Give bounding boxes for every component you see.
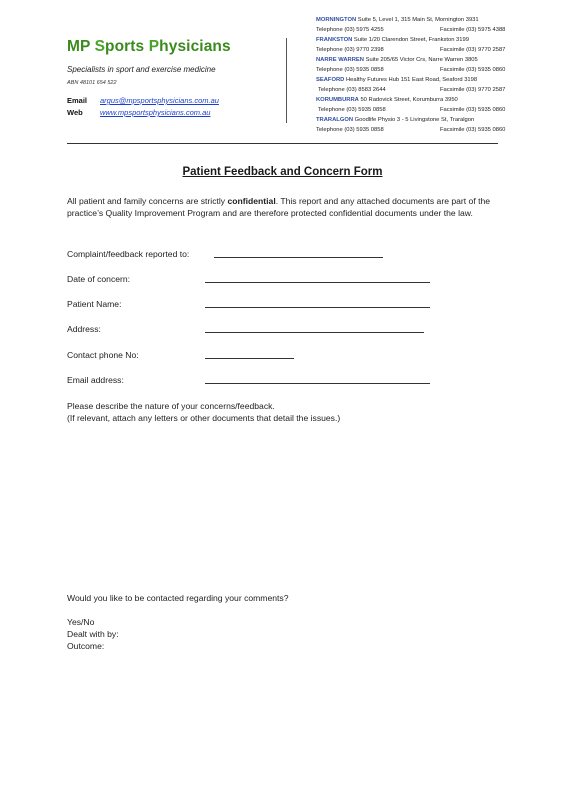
location-facsimile: Facsimile (03) 5975 4388 xyxy=(440,27,506,33)
brand-initial-s: S xyxy=(94,38,106,55)
web-link[interactable]: www.mpsportsphysicians.com.au xyxy=(100,108,211,117)
tagline: Specialists in sport and exercise medicine xyxy=(67,65,216,74)
location-name: NARRE WARREN Suite 205/65 Victor Crs, Narre Warren 3805 xyxy=(316,57,478,63)
contact-question: Would you like to be contacted regarding your comments? xyxy=(67,593,289,603)
address-field[interactable] xyxy=(205,332,424,333)
location-name: FRANKSTON Suite 1/20 Clarendon Street, Frankston 3199 xyxy=(316,37,469,43)
brand-word-1: MP xyxy=(67,38,95,55)
abn-number: ABN 48101 654 522 xyxy=(67,80,117,86)
patient-name-field[interactable] xyxy=(205,307,430,308)
yes-no-option[interactable]: Yes/No xyxy=(67,617,95,627)
email-row xyxy=(67,96,219,105)
location-facsimile: Facsimile (03) 9770 2587 xyxy=(440,47,506,53)
form-title: Patient Feedback and Concern Form xyxy=(182,166,383,178)
location-telephone: Telephone (03) 5975 4255 xyxy=(316,27,384,33)
dealt-with-label: Dealt with by: xyxy=(67,629,119,640)
email-address-label: Email address: xyxy=(67,375,124,385)
location-facsimile: Facsimile (03) 9770 2587 xyxy=(440,87,506,93)
phone-field[interactable] xyxy=(205,358,294,359)
confidentiality-notice: All patient and family concerns are strictly confidential. This report and any attached documents are part of the practice’s Quality Improvement Program and are therefore protected confidential documents under the law. xyxy=(67,196,491,219)
date-label: Date of concern: xyxy=(67,274,131,284)
location-telephone: Telephone (03) 8583 2644 xyxy=(318,87,386,93)
followup-section xyxy=(67,616,119,653)
location-telephone: Telephone (03) 5935 0858 xyxy=(316,127,384,133)
address-label: Address: xyxy=(67,324,101,334)
web-label: Web xyxy=(67,108,83,117)
location-name: TRARALGON Goodlife Physio 3 - 5 Livingstone St, Traralgon xyxy=(316,117,475,123)
location-facsimile: Facsimile (03) 5935 0860 xyxy=(440,107,506,113)
phone-label: Contact phone No: xyxy=(67,350,139,360)
confidential-emphasis: confidential xyxy=(227,196,276,206)
date-field[interactable] xyxy=(205,282,430,283)
location-facsimile: Facsimile (03) 5935 0860 xyxy=(440,67,506,73)
location-telephone: Telephone (03) 5935 0858 xyxy=(318,107,386,113)
web-row xyxy=(67,108,210,117)
outcome-label: Outcome: xyxy=(67,641,105,652)
brand-logo xyxy=(67,38,231,56)
location-telephone: Telephone (03) 5935 0858 xyxy=(316,67,384,73)
brand-initial-p: P xyxy=(148,38,160,55)
location-telephone: Telephone (03) 9770 2398 xyxy=(316,47,384,53)
header-rule xyxy=(67,143,498,144)
location-name: KORUMBURRA 50 Radovick Street, Korumburra 3950 xyxy=(316,97,458,103)
reported-to-label: Complaint/feedback reported to: xyxy=(67,249,190,259)
describe-instructions: Please describe the nature of your concerns/feedback. (If relevant, attach any letters or other documents that detail the issues.) xyxy=(67,401,341,424)
brand-word-2: ports xyxy=(105,38,149,55)
patient-name-label: Patient Name: xyxy=(67,299,122,309)
location-name: MORNINGTON Suite 5, Level 1, 315 Main St, Mornington 3931 xyxy=(316,17,479,23)
email-link[interactable]: argus@mpsportsphysicians.com.au xyxy=(100,96,219,105)
brand-word-3: hysicians xyxy=(159,38,231,55)
email-address-field[interactable] xyxy=(205,383,430,384)
reported-to-field[interactable] xyxy=(214,257,383,258)
location-facsimile: Facsimile (03) 5935 0860 xyxy=(440,127,506,133)
location-name: SEAFORD Healthy Futures Hub 151 East Road, Seaford 3198 xyxy=(316,77,478,83)
header-divider xyxy=(286,38,287,123)
email-label: Email xyxy=(67,96,88,105)
